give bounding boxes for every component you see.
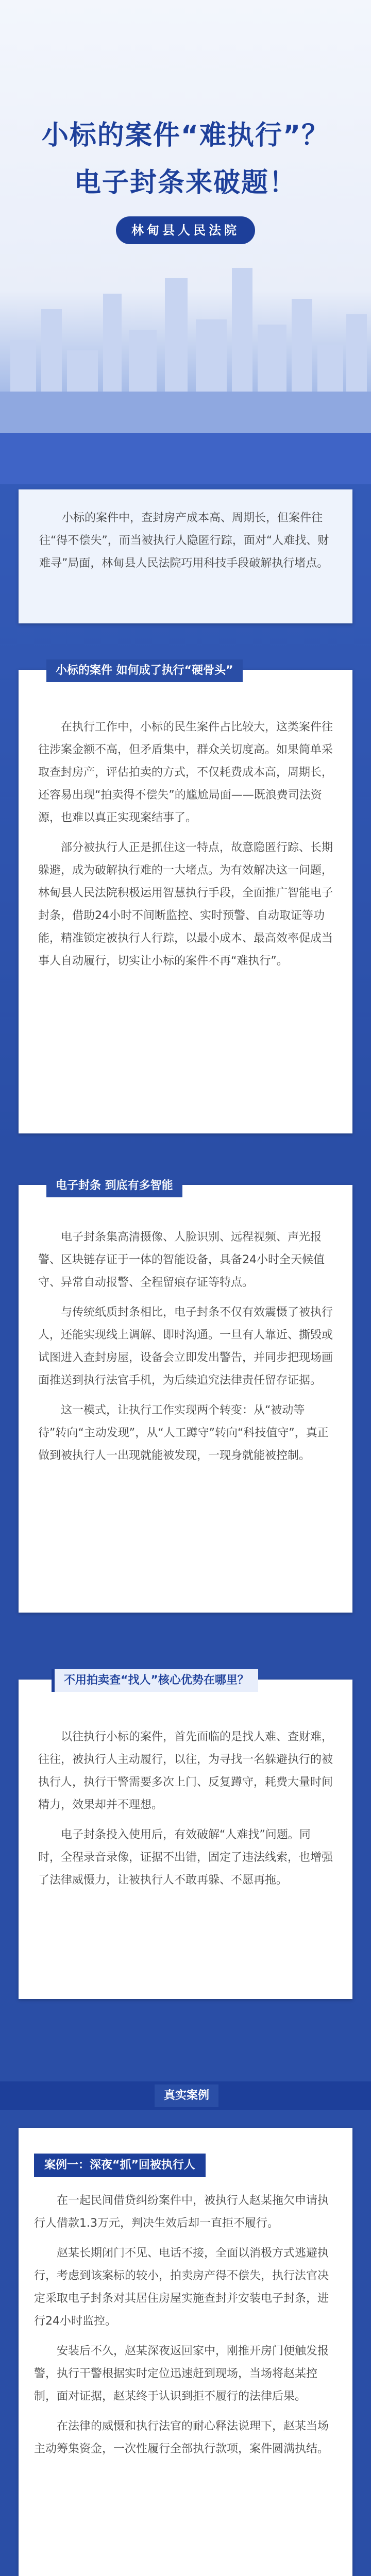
- section3-panel: [19, 1680, 352, 1999]
- city-skyline-illustration: [0, 247, 371, 484]
- cases-heading: 真实案例: [155, 2084, 218, 2107]
- case1-paragraph: 在一起民间借贷纠纷案件中，被执行人赵某拖欠申请执行人借款1.3万元，判决生效后却一直拒不履行。: [34, 2194, 329, 2230]
- section3-paragraph: 以往执行小标的案件，首先面临的是找人难、查财难，往往，被执行人主动履行，以往，为寻找一名躲避执行的被执行人，执行干警需要多次上门、反复蹲守，耗费大量时间精力，效果却并不理想。: [38, 1731, 333, 1811]
- section2-panel: [19, 1185, 352, 1613]
- intro-paragraph: 小标的案件中，查封房产成本高、周期长，但案件往往“得不偿失”，而当被执行人隐匿行踪，面对“人难找、财难寻”局面，林甸县人民法院巧用科技手段破解执行堵点。: [39, 512, 329, 570]
- section1-panel: [19, 670, 352, 1133]
- case1-title: 案例一：深夜“抓”回被执行人: [34, 2154, 206, 2177]
- case1-paragraph: 安装后不久，赵某深夜返回家中，刚推开房门便触发报警，执行干警根据实时定位迅速赶到现场，当场将赵某控制，面对证据，赵某终于认识到拒不履行的法律后果。: [34, 2345, 329, 2403]
- case1-paragraph: 在法律的威慑和执行法官的耐心释法说理下，赵某当场主动筹集资金，一次性履行全部执行款项，案件圆满执结。: [34, 2420, 329, 2455]
- case1-paragraph: 赵某长期闭门不见、电话不接，全面以消极方式逃避执行，考虑到该案标的较小，拍卖房产得不偿失，执行法官决定采取电子封条对其居住房屋实施查封并安装电子封条，进行24小时监控。: [34, 2247, 329, 2328]
- section2-paragraph: 与传统纸质封条相比，电子封条不仅有效震慑了被执行人，还能实现线上调解、即时沟通。一旦有人靠近、撕毁或试图进入查封房屋，设备会立即发出警告，并同步把现场画面推送到执行法官手机，为后续追究法律责任留存证据。: [38, 1306, 333, 1387]
- case1-body: [34, 2190, 337, 2468]
- section2-paragraph: 电子封条集高清摄像、人脸识别、远程视频、声光报警、区块链存证于一体的智能设备，具备24小时全天候值守、异常自动报警、全程留痕存证等特点。: [38, 1231, 325, 1289]
- article-subtitle: 电子封条来破题！: [74, 167, 297, 198]
- intro-panel: [19, 489, 352, 623]
- section2-heading: 电子封条 到底有多智能: [46, 1175, 182, 1197]
- section3-heading: 不用拍卖查“找人”核心优势在哪里？: [52, 1669, 258, 1692]
- section1-paragraph: 部分被执行人正是抓住这一特点，故意隐匿行踪、长期躲避，成为破解执行难的一大堵点。为有效解决这一问题，林甸县人民法院积极运用智慧执行手段，全面推广智能电子封条，借助24小时不间断监控、实时预警、自动取证等功能，精准锁定被执行人行踪，以最小成本、最高效率促成当事人自动履行，切实让小标的案件不再“难执行”。: [38, 841, 333, 968]
- section1-paragraph: 在执行工作中，小标的民生案件占比较大，这类案件往往涉案金额不高，但矛盾集中，群众关切度高。如果简单采取查封房产，评估拍卖的方式，不仅耗费成本高，周期长，还容易出现“拍卖得不偿失”的尴尬局面——既浪费司法资源，也难以真正实现案结事了。: [38, 721, 333, 824]
- article-title: 小标的案件“难执行”？: [41, 120, 330, 151]
- section3-paragraph: 电子封条投入使用后，有效破解“人难找”问题。同时，全程录音录像，证据不出错，固定了违法线索，也增强了法律威慑力，让被执行人不敢再躲、不愿再拖。: [38, 1828, 333, 1887]
- court-name-badge: 林甸县人民法院: [116, 216, 255, 244]
- header-banner: [0, 0, 371, 484]
- section2-paragraph: 这一模式，让执行工作实现两个转变：从“被动等待”转向“主动发现”，从“人工蹲守”转向“科技值守”，真正做到被执行人一出现就能被发现，一现身就能被控制。: [38, 1404, 329, 1462]
- section1-heading: 小标的案件 如何成了执行“硬骨头”: [46, 659, 243, 682]
